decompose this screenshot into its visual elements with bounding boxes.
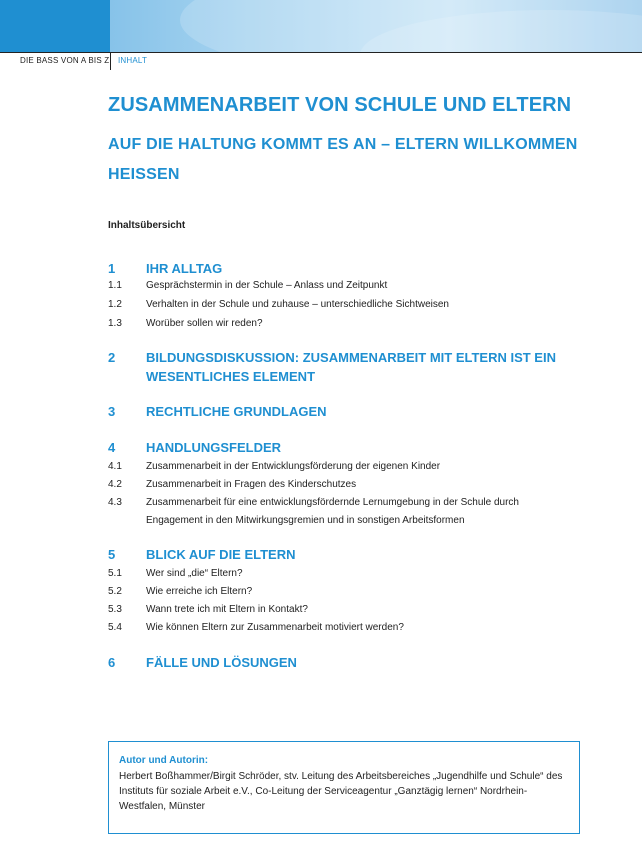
toc-item-5-3 (108, 601, 578, 619)
toc-item-1-1 (108, 277, 578, 295)
toc-item-5-4 (108, 619, 578, 637)
author-box-title: Autor und Autorin: (119, 755, 209, 766)
section-title: IHR ALLTAG (146, 261, 223, 276)
toc-item-5-2 (108, 583, 578, 601)
item-number: 5.3 (108, 604, 122, 615)
item-number: 1.3 (108, 318, 122, 329)
item-text: Wie erreiche ich Eltern? (146, 586, 253, 597)
section-title: RECHTLICHE GRUNDLAGEN (146, 404, 327, 419)
toc-item-5-1 (108, 565, 578, 583)
toc-item-4-3 (108, 494, 578, 530)
toc-item-4-2 (108, 476, 578, 494)
section-title: BLICK AUF DIE ELTERN (146, 547, 296, 562)
breadcrumb-series: DIE BASS VON A BIS Z (20, 56, 110, 65)
item-text: Wann trete ich mit Eltern in Kontakt? (146, 604, 308, 615)
author-box (108, 741, 580, 834)
toc-section-5 (108, 545, 578, 564)
section-number: 5 (108, 547, 116, 562)
item-text: Wer sind „die“ Eltern? (146, 568, 243, 579)
item-number: 4.3 (108, 497, 122, 508)
item-text: Zusammenarbeit in der Entwicklungsförderung der eigenen Kinder (146, 461, 441, 472)
toc-section-6 (108, 653, 578, 672)
item-number: 5.2 (108, 586, 122, 597)
section-number: 4 (108, 440, 116, 455)
toc-section-4 (108, 438, 578, 457)
section-number: 3 (108, 404, 116, 419)
item-text: Verhalten in der Schule und zuhause – unterschiedliche Sichtweisen (146, 299, 449, 310)
item-number: 5.1 (108, 568, 122, 579)
item-number: 4.2 (108, 479, 122, 490)
header-rule (0, 52, 642, 53)
page-title: ZUSAMMENARBEIT VON SCHULE UND ELTERN (108, 94, 572, 116)
item-text: Zusammenarbeit für eine entwicklungsfördernde Lernumgebung in der Schule durch Engagement in den Mitwirkungsgremien und in sonstigen Arbeitsformen (146, 497, 519, 526)
author-box-text: Herbert Boßhammer/Birgit Schröder, stv. Leitung des Arbeitsbereiches „Jugendhilfe und Schule“ des Instituts für soziale Arbeit e.V., Co-Leitung der Serviceagentur „Ganztägig lernen“ Nordrhein-Westfalen, Münster (119, 771, 563, 812)
item-number: 4.1 (108, 461, 122, 472)
toc-item-4-1 (108, 458, 578, 476)
item-text: Wie können Eltern zur Zusammenarbeit motiviert werden? (146, 622, 404, 633)
banner-accent-block (0, 0, 110, 52)
header-banner (0, 0, 642, 52)
item-number: 1.1 (108, 280, 122, 291)
toc-section-2 (108, 348, 558, 386)
item-text: Zusammenarbeit in Fragen des Kinderschutzes (146, 479, 357, 490)
item-number: 1.2 (108, 299, 122, 310)
section-number: 6 (108, 655, 116, 670)
section-title: BILDUNGSDISKUSSION: ZUSAMMENARBEIT MIT ELTERN IST EIN WESENTLICHES ELEMENT (146, 350, 556, 384)
toc-section-1 (108, 259, 578, 278)
overview-heading: Inhaltsübersicht (108, 220, 186, 231)
section-number: 1 (108, 261, 116, 276)
section-number: 2 (108, 350, 116, 365)
toc-section-3 (108, 402, 578, 421)
item-text: Gesprächstermin in der Schule – Anlass und Zeitpunkt (146, 280, 388, 291)
section-title: HANDLUNGSFELDER (146, 440, 282, 455)
section-title: FÄLLE UND LÖSUNGEN (146, 655, 297, 670)
item-number: 5.4 (108, 622, 122, 633)
breadcrumb-section: INHALT (118, 56, 148, 65)
page-subtitle: AUF DIE HALTUNG KOMMT ES AN – ELTERN WILLKOMMEN HEISSEN (108, 136, 578, 183)
item-text: Worüber sollen wir reden? (146, 318, 263, 329)
toc-item-1-3 (108, 315, 578, 333)
breadcrumb-divider (110, 52, 111, 70)
toc-item-1-2 (108, 296, 578, 314)
